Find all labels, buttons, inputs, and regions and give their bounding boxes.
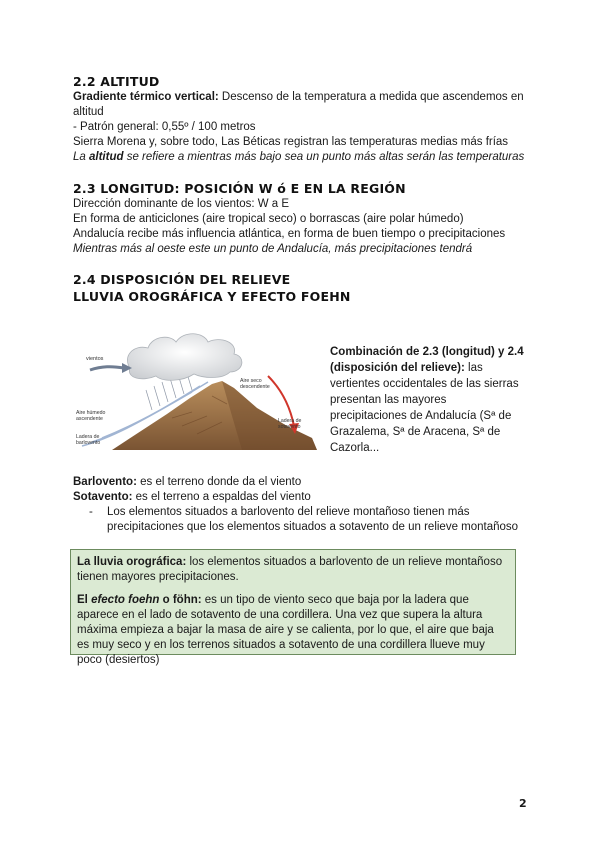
pattern-line: - Patrón general: 0,55º / 100 metros [73,121,256,133]
label-ladera-barlovento-1: Ladera de [76,434,100,440]
definition-box [70,549,516,666]
bullet-dash: - [89,506,93,518]
sotavento-line [73,490,311,505]
note-altitud: altitud [89,151,124,163]
barlovento-label: Barlovento: [73,476,137,488]
lluvia-text: los elementos situados a barlovento de un relieve montañoso tienen mayores precipitaciones. [77,556,503,583]
longitud-line-1: Dirección dominante de los vientos: W a E [73,198,290,210]
wind-arrow [90,367,124,370]
bullet-item [89,505,519,535]
page-number: 2 [519,797,527,810]
combination-label: Combinación de 2.3 (longitud) y 2.4 (disposición del relieve): [330,346,524,374]
barlovento-line [73,475,301,490]
label-vientos: vientos [86,356,104,362]
label-aire-seco-1: Aire seco [240,378,262,384]
foehn-label-a: El [77,594,92,606]
longitud-line-2: En forma de anticiclones (aire tropical seco) o borrascas (aire polar húmedo) [73,213,464,225]
sotavento-label: Sotavento: [73,491,133,503]
gradient-label: Gradiente térmico vertical: [73,91,219,103]
label-aire-seco-2: descendente [240,384,270,390]
cloud-shape [127,334,241,381]
note-c: se refiere a mientras más bajo sea un punto más altas serán las temperaturas [123,151,525,163]
gradient-line [73,90,524,105]
lluvia-label: La lluvia orográfica: [77,556,187,568]
label-ladera-sotavento-1: Ladera de [278,418,302,424]
bullet-text: Los elementos situados a barlovento del relieve montañoso tienen más precipitaciones que los elementos situados a sotavento de un relieve montañoso [107,506,519,533]
foehn-definition [77,593,509,668]
label-aire-humedo-1: Aire húmedo [76,410,106,416]
foehn-label-c: o föhn: [159,594,202,606]
heading-relieve: 2.4 DISPOSICIÓN DEL RELIEVE [73,272,291,287]
foehn-label-b: efecto foehn [91,594,160,606]
label-ladera-barlovento-2: barlovento [76,440,101,446]
note-a: La [73,151,89,163]
longitud-line-3: Andalucía recibe más influencia atlántica, en forma de buen tiempo o precipitaciones [73,228,506,240]
gradient-cont: altitud [73,106,104,118]
combination-paragraph [330,344,525,456]
heading-longitud: 2.3 LONGITUD: POSICIÓN W ó E EN LA REGIÓN [73,181,406,196]
altitud-note [73,150,524,165]
lluvia-definition [77,555,509,585]
combination-text: las vertientes occidentales de las sierras presentan las mayores precipitaciones de Andalucía (Sª de Grazalema, Sª de Aracena, Sª de Cazorla... [330,362,519,454]
orographic-illustration [72,326,322,450]
sotavento-text: es el terreno a espaldas del viento [132,491,311,503]
label-aire-humedo-2: ascendente [76,416,103,422]
gradient-text: Descenso de la temperatura a medida que ascendemos en [218,91,524,103]
sierra-line: Sierra Morena y, sobre todo, Las Béticas registran las temperaturas medias más frías [73,136,509,148]
heading-foehn: LLUVIA OROGRÁFICA Y EFECTO FOEHN [73,289,351,304]
barlovento-text: es el terreno donde da el viento [136,476,302,488]
heading-altitud: 2.2 ALTITUD [73,74,160,89]
foehn-text: es un tipo de viento seco que baja por la ladera que aparece en el lado de sotavento de una cordillera. Una vez que supera la altura máxima empieza a bajar la masa de aire y se calienta, por lo que, el aire que baja es muy seco y en los terrenos situados a sotavento de una cordillera llueve muy poco (desiertos) [77,594,494,666]
label-ladera-sotavento-2: sotavento [278,424,301,430]
longitud-line-4: Mientras más al oeste este un punto de Andalucía, más precipitaciones tendrá [73,243,473,255]
